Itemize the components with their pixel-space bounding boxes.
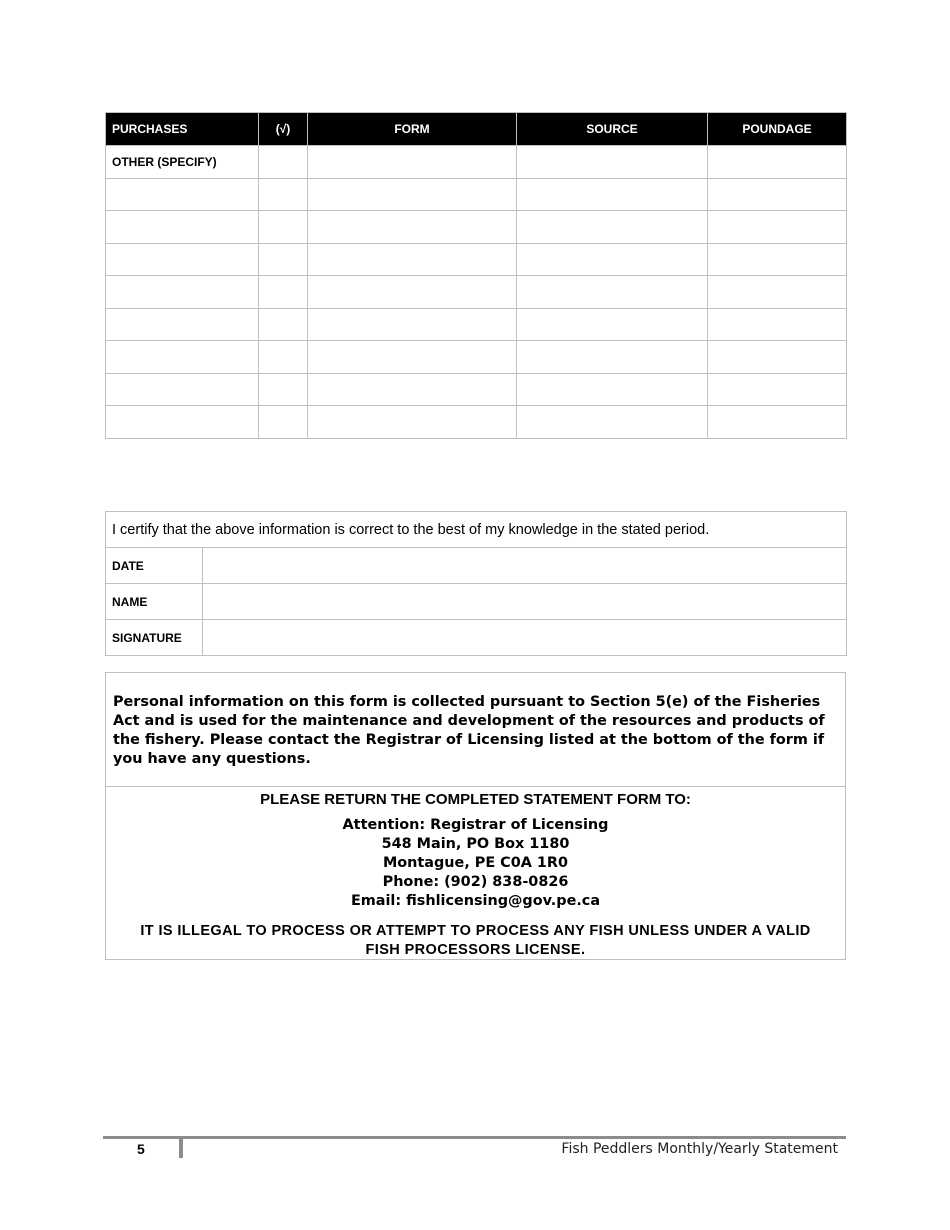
table-cell[interactable] — [517, 308, 708, 341]
attention-line: Attention: Registrar of Licensing — [342, 817, 609, 833]
table-cell[interactable] — [106, 308, 259, 341]
table-cell[interactable] — [308, 308, 517, 341]
info-box — [105, 672, 846, 960]
table-cell[interactable] — [106, 211, 259, 244]
table-cell[interactable] — [308, 178, 517, 211]
table-cell[interactable] — [308, 146, 517, 179]
privacy-notice: Personal information on this form is collected pursuant to Section 5(e) of the Fisheries Act and is used for the maintenance and development of the resources and products of the fishery. Please contact the Registrar of Licensing listed at the bottom of the form if you have any questions. — [106, 673, 845, 787]
table-cell[interactable] — [259, 243, 308, 276]
table-cell[interactable] — [106, 276, 259, 309]
poundage-header: POUNDAGE — [708, 113, 847, 146]
name-field[interactable] — [203, 584, 847, 620]
email-line: Email: fishlicensing@gov.pe.ca — [350, 893, 601, 909]
return-instructions — [106, 788, 845, 960]
form-header: FORM — [308, 113, 517, 146]
table-cell[interactable] — [708, 373, 847, 406]
table-cell[interactable] — [259, 341, 308, 374]
table-cell[interactable] — [708, 308, 847, 341]
table-cell[interactable] — [517, 406, 708, 439]
table-cell[interactable] — [308, 243, 517, 276]
table-cell[interactable] — [308, 406, 517, 439]
table-cell[interactable] — [259, 211, 308, 244]
table-cell[interactable] — [708, 211, 847, 244]
footer-title: Fish Peddlers Monthly/Yearly Statement — [561, 1141, 838, 1157]
signature-label: SIGNATURE — [106, 620, 203, 656]
table-row — [106, 243, 847, 276]
table-cell[interactable] — [708, 243, 847, 276]
table-row — [106, 548, 847, 584]
table-cell[interactable] — [106, 341, 259, 374]
purchases-table — [105, 112, 847, 439]
table-row — [106, 584, 847, 620]
table-cell[interactable] — [308, 373, 517, 406]
checkmark-header: (√) — [259, 113, 308, 146]
legal-warning: IT IS ILLEGAL TO PROCESS OR ATTEMPT TO PROCESS ANY FISH UNLESS UNDER A VALID FISH PROCESSORS LICENSE. — [140, 923, 811, 958]
table-cell[interactable] — [106, 243, 259, 276]
name-label: NAME — [106, 584, 203, 620]
table-row — [106, 178, 847, 211]
table-row — [106, 341, 847, 374]
table-cell[interactable] — [259, 276, 308, 309]
table-cell[interactable] — [106, 406, 259, 439]
table-cell[interactable] — [259, 178, 308, 211]
table-cell[interactable] — [708, 341, 847, 374]
table-header-row — [106, 113, 847, 146]
registrar-address — [106, 816, 845, 911]
table-cell[interactable] — [708, 178, 847, 211]
page-number: 5 — [137, 1141, 145, 1157]
table-cell[interactable] — [708, 406, 847, 439]
table-row — [106, 308, 847, 341]
address-line: Montague, PE C0A 1R0 — [382, 855, 569, 871]
purchases-header: PURCHASES — [106, 113, 259, 146]
footer-tick-divider — [179, 1136, 183, 1158]
footer-divider — [103, 1136, 846, 1139]
table-cell[interactable] — [259, 146, 308, 179]
table-cell[interactable] — [708, 276, 847, 309]
table-cell[interactable] — [517, 211, 708, 244]
address-line: 548 Main, PO Box 1180 — [381, 836, 570, 852]
signature-field[interactable] — [203, 620, 847, 656]
phone-line: Phone: (902) 838-0826 — [382, 874, 569, 890]
date-field[interactable] — [203, 548, 847, 584]
table-cell[interactable] — [259, 308, 308, 341]
table-cell[interactable] — [517, 146, 708, 179]
table-cell[interactable] — [517, 341, 708, 374]
source-header: SOURCE — [517, 113, 708, 146]
table-row — [106, 406, 847, 439]
table-row — [106, 146, 847, 179]
table-row — [106, 620, 847, 656]
date-label: DATE — [106, 548, 203, 584]
certification-table — [105, 511, 847, 656]
table-row — [106, 211, 847, 244]
return-heading: PLEASE RETURN THE COMPLETED STATEMENT FORM TO: — [260, 791, 691, 808]
table-cell[interactable] — [517, 243, 708, 276]
table-cell[interactable] — [308, 276, 517, 309]
table-cell[interactable] — [517, 373, 708, 406]
table-row — [106, 512, 847, 548]
table-cell[interactable] — [259, 406, 308, 439]
table-cell[interactable] — [106, 178, 259, 211]
table-cell[interactable] — [106, 373, 259, 406]
table-cell[interactable] — [517, 276, 708, 309]
table-cell[interactable] — [308, 211, 517, 244]
table-cell[interactable] — [708, 146, 847, 179]
certification-statement: I certify that the above information is correct to the best of my knowledge in the stated period. — [106, 512, 847, 548]
table-row — [106, 373, 847, 406]
table-row — [106, 276, 847, 309]
table-cell[interactable] — [259, 373, 308, 406]
other-specify-label: OTHER (SPECIFY) — [106, 146, 259, 179]
table-cell[interactable] — [308, 341, 517, 374]
table-cell[interactable] — [517, 178, 708, 211]
